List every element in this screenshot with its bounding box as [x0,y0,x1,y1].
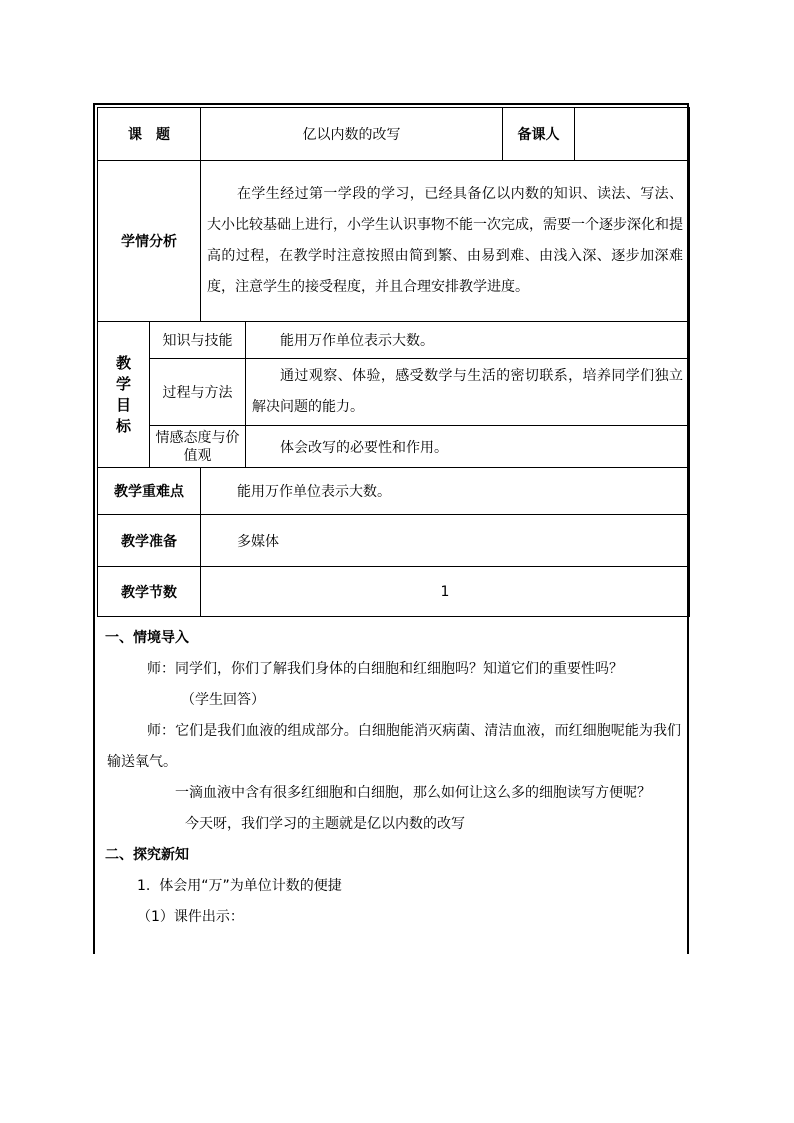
goal-text: 通过观察、体验，感受数学与生活的密切联系，培养同学们独立解决问题的能力。 [252,368,683,415]
analysis-cell [201,161,690,322]
preparation-label: 教学准备 [98,515,201,567]
lesson-paragraph: 1. 体会用“万”为单位计数的便捷 [137,878,342,894]
goals-label [98,322,150,468]
goals-label-char: 标 [115,416,131,435]
lesson-plan-table [97,107,690,617]
goal-cell [246,359,690,426]
goal-text: 体会改写的必要性和作用。 [246,426,690,468]
lesson-paragraph: 师：它们是我们血液的组成部分。白细胞能消灭病菌、清洁血液，而红细胞呢能为我们输送氧气。 [107,723,681,770]
goals-label-char: 目 [115,395,131,414]
analysis-row [98,161,690,322]
lesson-body [97,617,685,933]
lesson-paragraph: （1）课件出示： [137,909,244,925]
section-title: 二、探究新知 [105,847,189,863]
goal-text: 能用万作单位表示大数。 [246,322,690,359]
goal-label-text: 情感态度与价值观 [155,429,240,464]
key-points-text: 能用万作单位表示大数。 [201,468,690,515]
goal-label: 知识与技能 [150,322,246,359]
goal-row-process [98,359,690,426]
lesson-paragraph: 师：同学们，你们了解我们身体的白细胞和红细胞吗？知道它们的重要性吗？ [147,661,623,677]
periods-text: 1 [201,567,690,617]
topic-value: 亿以内数的改写 [201,108,503,161]
goal-row-attitude [98,426,690,468]
lesson-plan-page [93,103,689,954]
preparation-row [98,515,690,567]
goals-label-char: 教 [115,353,131,372]
lesson-paragraph: （学生回答） [181,692,265,708]
goal-label: 过程与方法 [150,359,246,426]
analysis-label: 学情分析 [98,161,201,322]
topic-label: 课 题 [98,108,201,161]
goals-label-char: 学 [115,374,131,393]
topic-row [98,108,690,161]
goal-row-knowledge [98,322,690,359]
key-points-label: 教学重难点 [98,468,201,515]
lesson-paragraph: 今天呀，我们学习的主题就是亿以内数的改写 [185,816,465,832]
section-title: 一、情境导入 [105,630,189,646]
periods-row [98,567,690,617]
preparation-text: 多媒体 [201,515,690,567]
goal-label [150,426,246,468]
key-points-row [98,468,690,515]
preparer-value [575,108,690,161]
analysis-text: 在学生经过第一学段的学习，已经具备亿以内数的知识、读法、写法、大小比较基础上进行，小学生认识事物不能一次完成，需要一个逐步深化和提高的过程，在教学时注意按照由简到繁、由易到难、由浅入深、逐步加深难度，注意学生的接受程度，并且合理安排教学进度。 [207,186,683,295]
lesson-paragraph: 一滴血液中含有很多红细胞和白细胞，那么如何让这么多的细胞读写方便呢？ [175,785,651,801]
preparer-label: 备课人 [503,108,575,161]
periods-label: 教学节数 [98,567,201,617]
